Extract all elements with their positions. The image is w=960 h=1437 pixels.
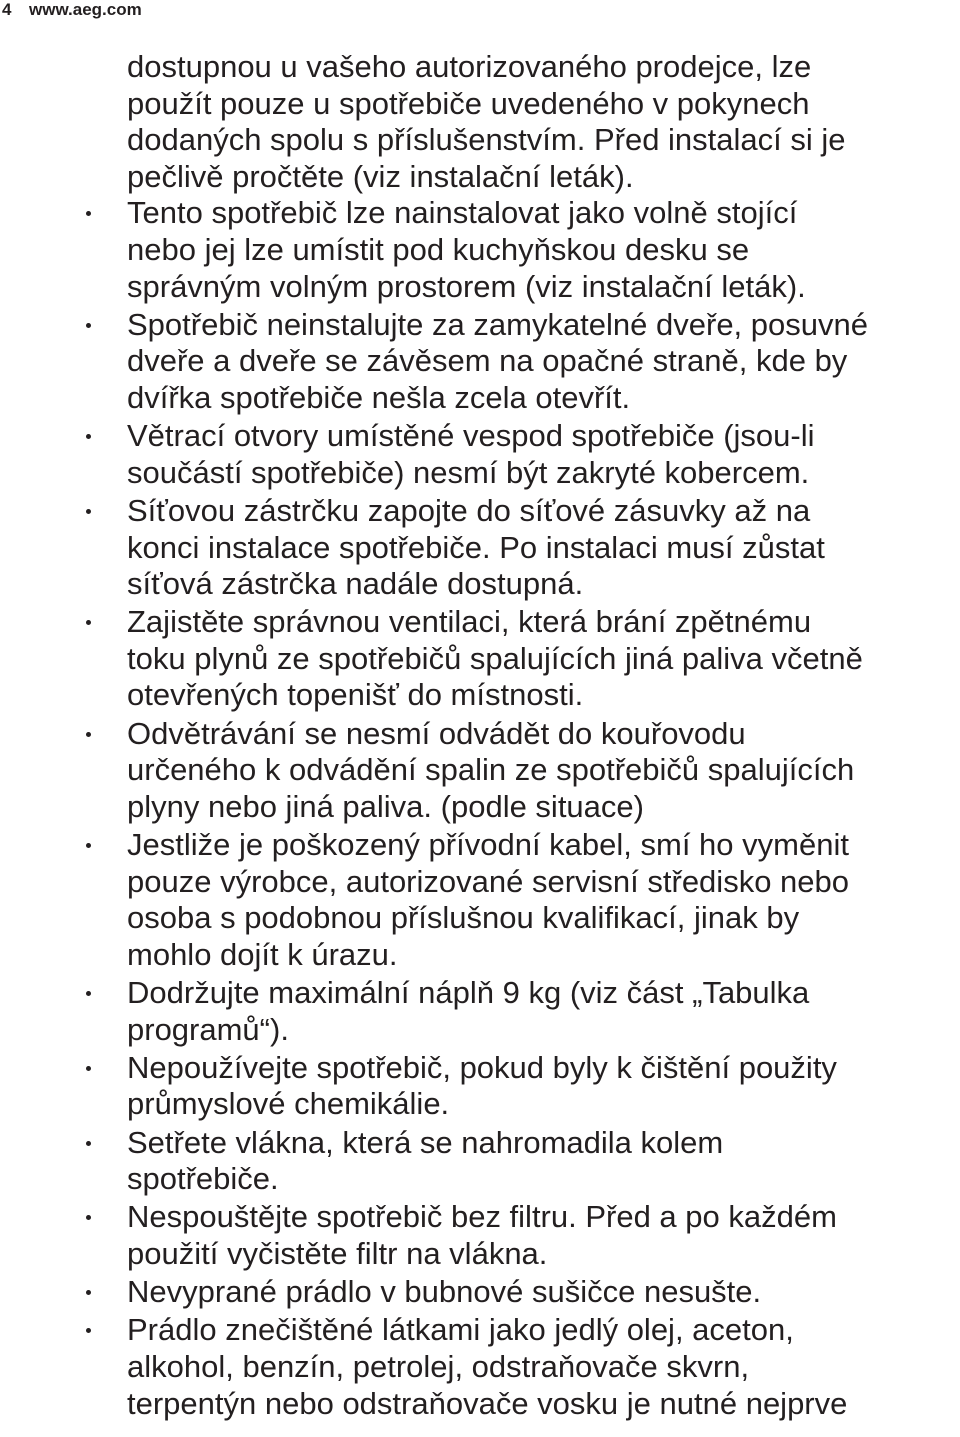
list-item [0, 973, 960, 1048]
text-line: nebo jej lze umístit pod kuchyňskou desku se [127, 231, 750, 267]
bullet-icon [86, 1066, 91, 1071]
list-item [0, 1273, 960, 1311]
text-line: plyny nebo jiná paliva. (podle situace) [127, 788, 644, 824]
bullet-icon [86, 323, 91, 328]
list-item [0, 1048, 960, 1123]
intro-paragraph [0, 49, 960, 195]
list-item [0, 825, 960, 973]
text-line: správným volným prostorem (viz instalační leták). [127, 268, 806, 304]
bullet-list [0, 195, 960, 1422]
text-line: programů“). [127, 1011, 289, 1047]
safety-instructions [0, 49, 960, 1422]
text-line: Zajistěte správnou ventilaci, která brání zpětnému [0, 604, 960, 641]
bullet-icon [86, 991, 91, 996]
text-line: pečlivě pročtěte (viz instalační leták). [127, 158, 634, 194]
bullet-icon [86, 620, 91, 625]
text-line: dostupnou u vašeho autorizovaného prodejce, lze [127, 49, 812, 84]
text-line: Větrací otvory umístěné vespod spotřebiče (jsou-li [0, 418, 960, 455]
text-line: Setřete vlákna, která se nahromadila kolem [0, 1125, 960, 1162]
list-item [0, 305, 960, 416]
text-line: určeného k odvádění spalin ze spotřebičů spalujících [127, 752, 855, 788]
bullet-icon [86, 1328, 91, 1333]
bullet-icon [86, 434, 91, 439]
text-line: síťová zástrčka nadále dostupná. [127, 566, 584, 602]
bullet-icon [86, 732, 91, 737]
text-line: alkohol, benzín, petrolej, odstraňovače skvrn, [127, 1348, 750, 1384]
text-line: konci instalace spotřebiče. Po instalaci musí zůstat [127, 529, 825, 565]
bullet-icon [86, 843, 91, 848]
list-item [0, 491, 960, 602]
text-line: použití vyčistěte filtr na vlákna. [127, 1235, 548, 1271]
bullet-icon [86, 1215, 91, 1220]
list-item [0, 1311, 960, 1422]
bullet-icon [86, 509, 91, 514]
text-line: toku plynů ze spotřebičů spalujících jiná paliva včetně [127, 640, 863, 676]
text-line: osoba s podobnou příslušnou kvalifikací, jinak by [127, 900, 800, 936]
text-line: Nevyprané prádlo v bubnové sušičce nesušte. [0, 1274, 960, 1311]
text-line: terpentýn nebo odstraňovače vosku je nutné nejprve [127, 1385, 848, 1421]
text-line: spotřebiče. [127, 1161, 279, 1197]
text-line: Síťovou zástrčku zapojte do síťové zásuvky až na [0, 493, 960, 530]
text-line: průmyslové chemikálie. [127, 1086, 450, 1122]
text-line: dveře a dveře se závěsem na opačné straně, kde by [127, 343, 848, 379]
text-line: mohlo dojít k úrazu. [127, 936, 398, 972]
text-line: Nespouštějte spotřebič bez filtru. Před a po každém [0, 1199, 960, 1236]
list-item [0, 714, 960, 825]
list-item [0, 417, 960, 492]
text-line: otevřených topenišť do místnosti. [127, 677, 584, 713]
list-item [0, 603, 960, 714]
text-line: Odvětrávání se nesmí odvádět do kouřovodu [0, 716, 960, 753]
text-line: Dodržujte maximální náplň 9 kg (viz část „Tabulka [0, 975, 960, 1012]
text-line: součástí spotřebiče) nesmí být zakryté kobercem. [127, 454, 810, 490]
text-line: použít pouze u spotřebiče uvedeného v pokynech [127, 85, 810, 121]
text-line: pouze výrobce, autorizované servisní středisko nebo [127, 863, 850, 899]
text-line: Spotřebič neinstalujte za zamykatelné dveře, posuvné [0, 307, 960, 344]
text-line: dodaných spolu s příslušenstvím. Před instalací si je [127, 122, 846, 158]
list-item [0, 1198, 960, 1273]
site-url: www.aeg.com [29, 0, 142, 19]
text-line: Tento spotřebič lze nainstalovat jako volně stojící [0, 195, 960, 232]
page-number: 4 [2, 0, 12, 19]
bullet-icon [86, 1290, 91, 1295]
list-item [0, 195, 960, 305]
text-line: dvířka spotřebiče nešla zcela otevřít. [127, 379, 631, 415]
bullet-icon [86, 211, 91, 216]
text-line: Prádlo znečištěné látkami jako jedlý olej, aceton, [0, 1312, 960, 1349]
bullet-icon [86, 1141, 91, 1146]
list-item [0, 1123, 960, 1198]
text-line: Nepoužívejte spotřebič, pokud byly k čištění použity [0, 1050, 960, 1087]
text-line: Jestliže je poškozený přívodní kabel, smí ho vyměnit [0, 827, 960, 864]
